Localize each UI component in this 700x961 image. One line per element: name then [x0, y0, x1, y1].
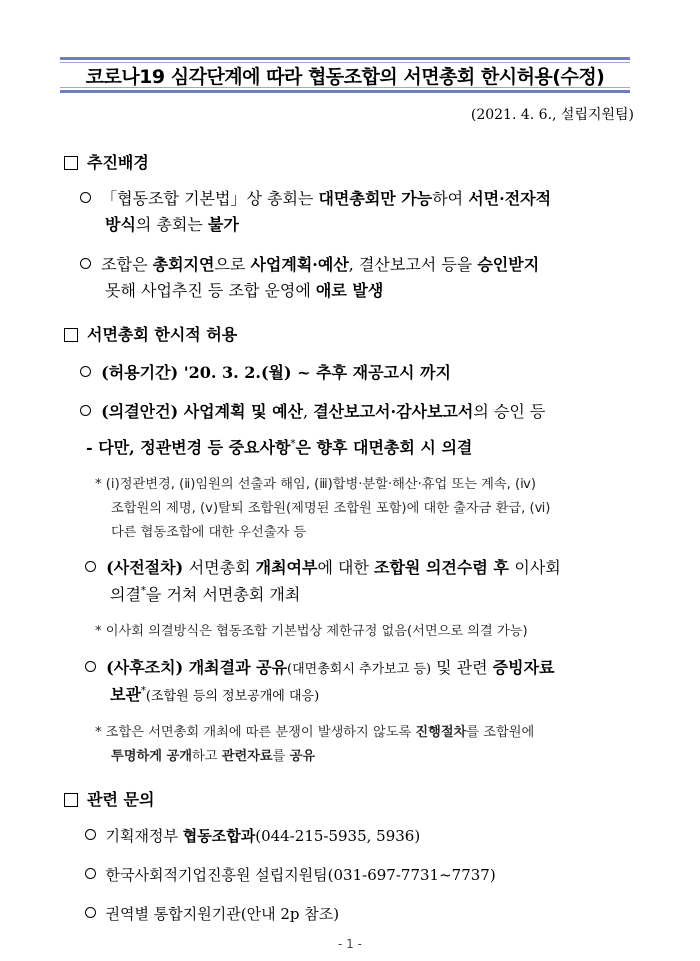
text: 하여: [432, 189, 469, 208]
section-heading-policy: [64, 322, 237, 345]
text: 하고: [192, 749, 222, 764]
text: 의 승인 등: [473, 402, 546, 421]
text: 기획재정부: [105, 827, 183, 845]
circle-bullet-icon: [85, 907, 96, 918]
circle-bullet-icon: [85, 561, 96, 572]
checkbox-square-icon: [64, 793, 78, 807]
bold-text: 개최여부: [255, 558, 318, 577]
circle-bullet-icon: [80, 405, 91, 416]
bold-text: 증빙자료: [492, 658, 555, 677]
text: (044-215-5935, 5936): [255, 827, 421, 845]
bold-text: (의결안건) 사업계획 및 예산: [101, 402, 304, 421]
text: 에: [295, 281, 316, 300]
note-line: 조합원의 제명, (ⅴ)탈퇴 조합원(제명된 조합원 포함)에 대한 출자금 환급, (ⅵ): [111, 501, 551, 516]
note-line: * 이사회 의결방식은 협동조합 기본법상 제한규정 없음(서면으로 의결 가능): [95, 624, 528, 639]
circle-bullet-icon: [80, 192, 91, 203]
text: 조합은: [101, 255, 153, 274]
bold-text: 보관: [110, 685, 141, 704]
page-number: - 1 -: [338, 937, 362, 951]
bullet-line: [80, 360, 451, 383]
contact-line: [85, 825, 420, 846]
text: , 결산보고서 등을: [348, 255, 478, 274]
bold-text: 대면총회만 가능: [318, 189, 433, 208]
section-heading-text: 서면총회 한시적 허용: [87, 325, 238, 344]
circle-bullet-icon: [85, 868, 96, 879]
bold-text: 승인받지: [477, 255, 540, 274]
bold-text: 정관변경 등 중요사항: [140, 438, 291, 457]
text: 를: [272, 749, 290, 764]
bullet-line: [85, 655, 555, 678]
bold-text: 서면·전자적: [468, 189, 552, 208]
bold-text: 협동조합과: [182, 827, 256, 845]
section-heading-background: [64, 150, 149, 173]
bold-text: 공유: [289, 749, 316, 764]
text: 의결: [110, 585, 141, 604]
bold-text: 애로 발생: [315, 281, 384, 300]
text: 한국사회적기업진흥원 설립지원팀(031-697-7731~7737): [105, 866, 496, 884]
bold-text: 은 향후 대면총회 시 의결: [295, 438, 473, 457]
bullet-continuation: [110, 682, 319, 705]
text: 를 조합원에: [466, 725, 535, 740]
bold-text: 진행절차: [415, 725, 467, 740]
circle-bullet-icon: [85, 661, 96, 672]
circle-bullet-icon: [85, 829, 96, 840]
date-line: (2021. 4. 6., 설립지원팀): [470, 107, 634, 123]
text: 및 관련: [431, 658, 493, 677]
text: 이사회: [514, 558, 561, 577]
bullet-line: [80, 399, 545, 422]
text: 으로: [214, 255, 251, 274]
circle-bullet-icon: [80, 258, 91, 269]
footnote-mark: *: [140, 585, 146, 597]
bullet-continuation: [110, 582, 300, 605]
bold-text: 결산보고서·감사보고서: [313, 402, 474, 421]
section-heading-contact: [64, 787, 154, 810]
text: (대면총회시 추가보고 등): [287, 662, 432, 677]
text: ,: [303, 402, 314, 421]
contact-line: [85, 903, 339, 924]
bold-text: (허용기간) '20. 3. 2.(월) ~ 추후 재공고시 까지: [101, 363, 451, 382]
bold-text: 방식: [105, 215, 136, 234]
bullet-line: [80, 186, 551, 209]
text: * 조합은 서면총회 개최에 따른 분쟁이 발생하지 않도록: [95, 725, 416, 740]
text: 서면총회: [188, 558, 256, 577]
bold-text: 총회지연: [152, 255, 215, 274]
text: 권역별 통합지원기관(안내 2p 참조): [105, 905, 340, 923]
circle-bullet-icon: [80, 366, 91, 377]
bold-text: 사업계획·예산: [250, 255, 349, 274]
bold-text: 개최결과 공유: [188, 658, 288, 677]
text: 을 거쳐 서면총회 개최: [145, 585, 301, 604]
bold-text: (사후조치): [106, 658, 189, 677]
checkbox-square-icon: [64, 328, 78, 342]
bullet-line: [85, 555, 561, 578]
bold-text: - 다만,: [86, 438, 141, 457]
bullet-continuation: [105, 278, 383, 301]
note-line: 다른 협동조합에 대한 우선출자 등: [111, 525, 307, 540]
text: 에 대한: [317, 558, 375, 577]
bullet-line: [80, 252, 539, 275]
dash-line: [86, 435, 472, 458]
bold-text: 관련자료: [221, 749, 273, 764]
section-heading-text: 추진배경: [87, 153, 149, 172]
checkbox-square-icon: [64, 156, 78, 170]
bullet-continuation: [105, 212, 239, 235]
bold-text: (사전절차): [106, 558, 189, 577]
contact-line: [85, 864, 496, 885]
text: 「협동조합 기본법」상 총회는: [101, 189, 319, 208]
text: (조합원 등의 정보공개에 대응): [145, 689, 320, 704]
text: 의 총회는: [135, 215, 208, 234]
note-line: [95, 721, 534, 740]
bold-text: 조합원 의견수렴 후: [374, 558, 515, 577]
footnote-mark: *: [140, 685, 146, 697]
page-title: 코로나19 심각단계에 따라 협동조합의 서면총회 한시허용(수정): [85, 65, 605, 88]
footnote-mark: *: [290, 438, 296, 450]
title-box: [60, 57, 630, 93]
note-line: * (ⅰ)정관변경, (ⅱ)임원의 선출과 해임, (ⅲ)합병·분할·해산·휴업 또는 계속, (ⅳ): [95, 477, 536, 492]
section-heading-text: 관련 문의: [87, 790, 155, 809]
bold-text: 투명하게 공개: [111, 749, 193, 764]
note-line: [111, 745, 315, 764]
bold-text: 불가: [207, 215, 239, 234]
text: 못해 사업추진 등 조합 운영: [105, 281, 296, 300]
